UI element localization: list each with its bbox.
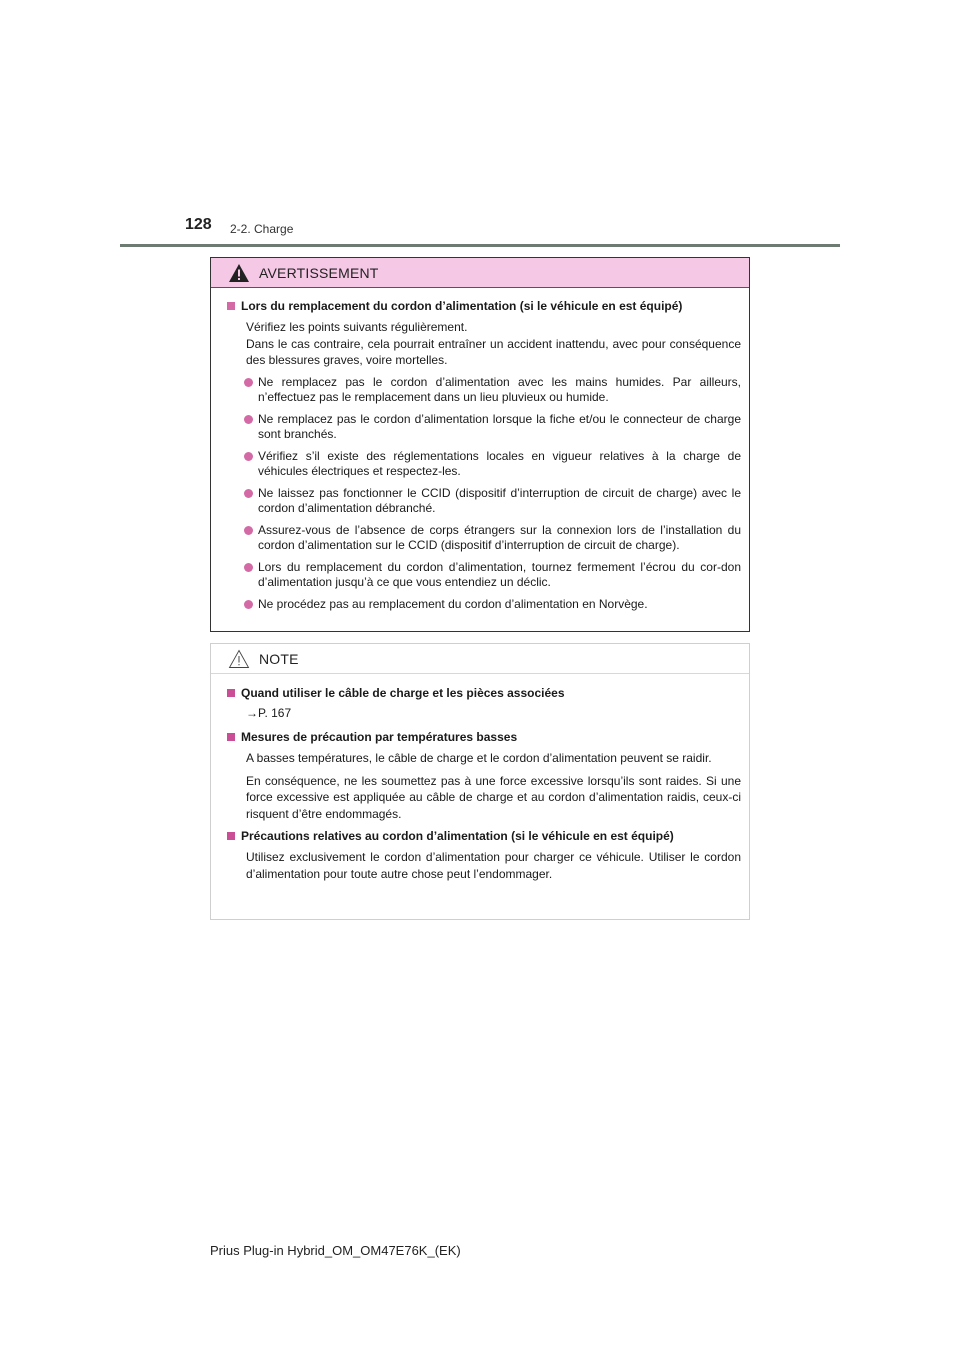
page-number: 128 [185, 216, 212, 233]
warning-heading [227, 298, 741, 314]
bullet-dot-icon [244, 526, 253, 535]
warning-heading-text: Lors du remplacement du cordon d’alimentation (si le véhicule en est équipé) [241, 299, 683, 313]
note-body [211, 674, 749, 882]
list-item: Ne remplacez pas le cordon d’alimentation lorsque la fiche et/ou le connecteur de charge sont branchés. [244, 412, 741, 443]
bullet-dot-icon [244, 563, 253, 572]
note-paragraph: A basses températures, le câble de charge et le cordon d’alimentation peuvent se raidir. [246, 751, 712, 765]
square-bullet-icon [227, 733, 235, 741]
note-heading-2: Mesures de précaution par températures basses [227, 729, 741, 745]
warning-header [211, 258, 749, 288]
page-reference: →P. 167 [246, 706, 292, 720]
note-paragraph: En conséquence, ne les soumettez pas à une force excessive lorsqu’ils sont raides. Si une force excessive est appliquée au câble de charge et au cordon d’alimentation raidis, ceux-ci risquent d’être endommagés. [246, 773, 741, 821]
bullet-dot-icon [244, 452, 253, 461]
bullet-dot-icon [244, 378, 253, 387]
warning-triangle-icon [228, 263, 250, 283]
bullet-dot-icon [244, 600, 253, 609]
note-box [210, 643, 750, 920]
list-item: Assurez-vous de l’absence de corps étrangers sur la connexion lors de l’installation du cordon d’alimentation sur le CCID (dispositif d’interruption de circuit de charge). [244, 523, 741, 554]
note-heading-1: Quand utiliser le câble de charge et les pièces associées [227, 685, 741, 701]
document-footer: Prius Plug-in Hybrid_OM_OM47E76K_(EK) [210, 1243, 461, 1258]
bullet-dot-icon [244, 415, 253, 424]
caution-outline-triangle-icon [228, 649, 250, 669]
warning-intro-line: Dans le cas contraire, cela pourrait entraîner un accident inattendu, avec pour conséquence des blessures graves, voire mortelles. [246, 336, 741, 367]
warning-title: AVERTISSEMENT [259, 264, 379, 281]
list-item: Ne procédez pas au remplacement du cordon d’alimentation en Norvège. [244, 597, 741, 613]
bullet-dot-icon [244, 489, 253, 498]
header-rule [120, 244, 840, 247]
warning-intro [246, 319, 741, 369]
note-heading-3: Précautions relatives au cordon d’alimentation (si le véhicule en est équipé) [227, 828, 741, 844]
note-title: NOTE [259, 650, 299, 667]
list-item: Ne laissez pas fonctionner le CCID (dispositif d’interruption de circuit de charge) avec le cordon d’alimentation débranché. [244, 486, 741, 517]
square-bullet-icon [227, 832, 235, 840]
warning-box [210, 257, 750, 632]
list-item: Ne remplacez pas le cordon d’alimentation avec les mains humides. Par ailleurs, n’effectuez pas le remplacement dans un lieu pluvieux ou humide. [244, 375, 741, 406]
square-bullet-icon [227, 689, 235, 697]
section-title: 2-2. Charge [230, 222, 294, 236]
square-bullet-icon [227, 302, 235, 310]
warning-bullet-list [244, 375, 741, 613]
note-header [211, 644, 749, 674]
warning-body [211, 288, 749, 612]
list-item: Lors du remplacement du cordon d’alimentation, tournez fermement l’écrou du cor-don d’alimentation jusqu’à ce que vous entendiez un déclic. [244, 560, 741, 591]
note-paragraph: Utilisez exclusivement le cordon d’alimentation pour charger ce véhicule. Utiliser le cordon d’alimentation pour toute autre chose peut l’endommager. [246, 850, 741, 881]
list-item: Vérifiez s’il existe des réglementations locales en vigueur relatives à la charge de véhicules électriques et respectez-les. [244, 449, 741, 480]
warning-intro-line: Vérifiez les points suivants régulièrement. [246, 320, 468, 334]
